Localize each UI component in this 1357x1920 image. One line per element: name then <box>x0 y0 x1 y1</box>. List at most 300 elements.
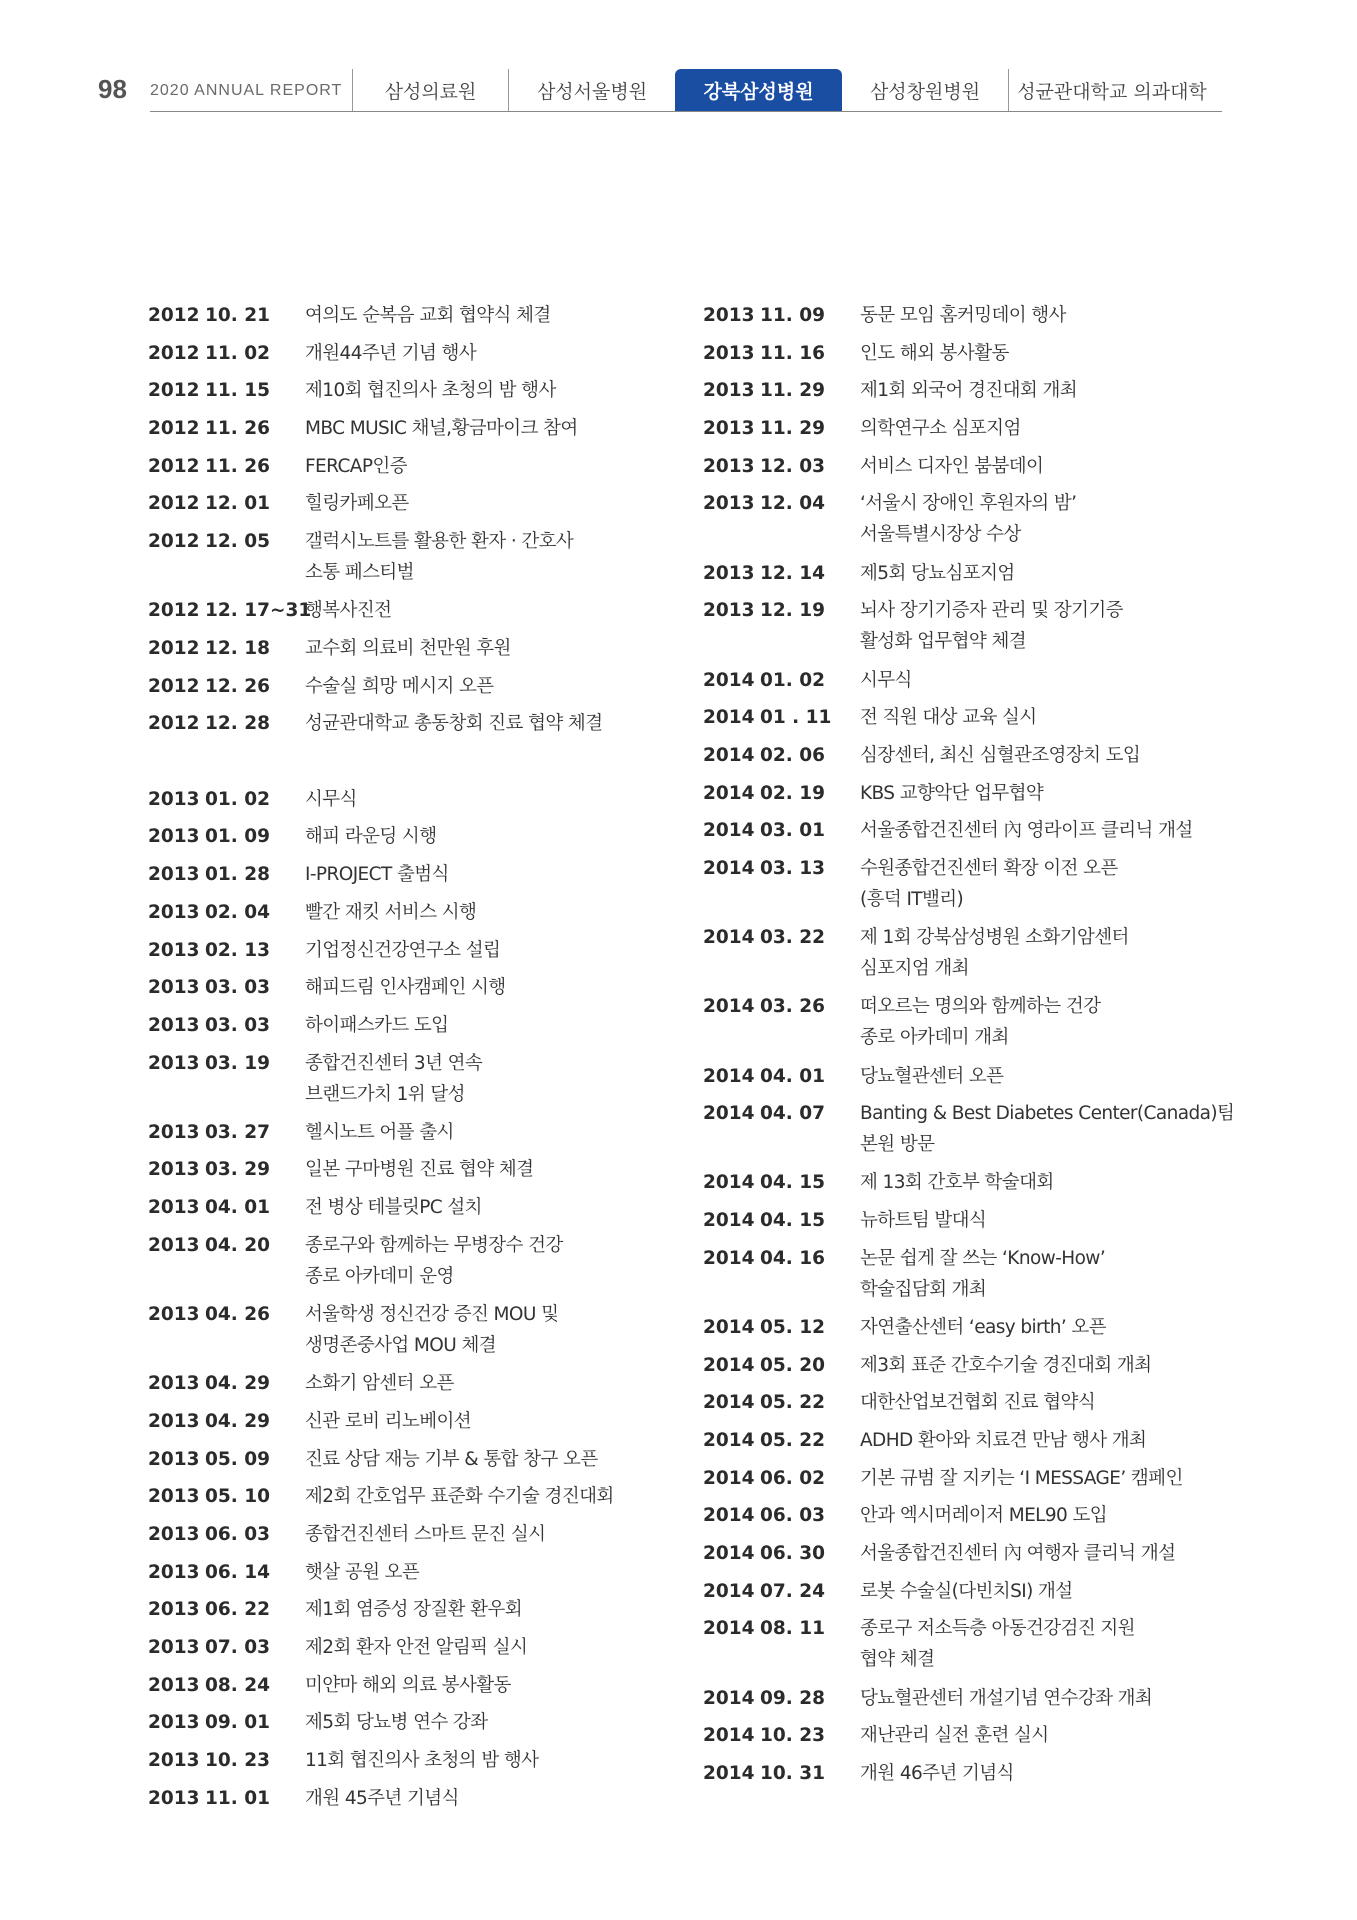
entry-event-line: 햇살 공원 오픈 <box>305 1561 420 1583</box>
entry-event <box>305 595 708 626</box>
entry-event <box>305 1010 708 1041</box>
entry-event <box>860 300 1263 331</box>
entry-event <box>305 784 708 815</box>
entry-event <box>860 413 1263 444</box>
timeline-entry <box>703 1387 1263 1425</box>
timeline-entry <box>703 1425 1263 1463</box>
entry-event <box>860 665 1263 696</box>
entry-event <box>860 1538 1263 1569</box>
timeline-entry <box>148 1707 708 1745</box>
entry-date: 04. 29 <box>205 1410 270 1432</box>
entry-event-line: 빨간 재킷 서비스 시행 <box>305 901 477 923</box>
entry-year: 2014 <box>703 996 755 1018</box>
timeline-entry <box>703 815 1263 853</box>
entry-year: 2013 <box>148 1787 200 1809</box>
entry-year: 2013 <box>148 901 200 923</box>
timeline-entry <box>148 1557 708 1595</box>
timeline-entry <box>703 488 1263 557</box>
entry-date: 09. 28 <box>760 1687 825 1709</box>
entry-event-line: 전 직원 대상 교육 실시 <box>860 707 1037 729</box>
entry-event <box>860 1500 1263 1531</box>
entry-event <box>860 375 1263 406</box>
entry-date: 03. 13 <box>760 857 825 879</box>
timeline-entry <box>703 740 1263 778</box>
entry-event-line: 학술집담회 개최 <box>860 1278 987 1300</box>
timeline-entry <box>148 1481 708 1519</box>
entry-year: 2013 <box>148 1052 200 1074</box>
entry-event-line: 종로 아카데미 개최 <box>860 1027 1009 1049</box>
entry-event-line: 당뇨혈관센터 오픈 <box>860 1065 1004 1087</box>
timeline-entry <box>148 451 708 489</box>
timeline-entry <box>148 1048 708 1117</box>
entry-date: 03. 27 <box>205 1121 270 1143</box>
entry-event <box>860 1167 1263 1198</box>
entry-date: 11. 26 <box>205 418 270 440</box>
timeline-entry <box>703 1312 1263 1350</box>
timeline-entry <box>703 1167 1263 1205</box>
entry-event <box>305 1519 708 1550</box>
timeline-entry <box>148 1745 708 1783</box>
entry-event-line: 개원 45주년 기념식 <box>305 1787 459 1809</box>
entry-event-line: 서울학생 정신건강 증진 MOU 및 <box>305 1304 559 1325</box>
entry-event-line: 본원 방문 <box>860 1134 935 1156</box>
entry-event <box>860 815 1263 846</box>
entry-event <box>860 1243 1263 1305</box>
timeline-entry <box>703 338 1263 376</box>
tab-kangbuk-samsung-hospital[interactable]: 강북삼성병원 <box>675 69 842 111</box>
entry-year: 2014 <box>703 1354 755 1376</box>
entry-event <box>305 1444 708 1475</box>
entry-event <box>860 1312 1263 1343</box>
entry-year: 2013 <box>148 1197 200 1219</box>
entry-event-line: 갤럭시노트를 활용한 환자 · 간호사 <box>305 531 574 553</box>
entry-date: 03. 19 <box>205 1052 270 1074</box>
entry-event-line: ADHD 환아와 치료견 만남 행사 개최 <box>860 1430 1147 1451</box>
entry-event-line: 심장센터, 최신 심혈관조영장치 도입 <box>860 744 1141 766</box>
entry-event <box>305 633 708 664</box>
entry-event <box>860 1098 1263 1160</box>
entry-event-line: 시무식 <box>860 669 912 691</box>
entry-event-line: 개원 46주년 기념식 <box>860 1763 1014 1784</box>
timeline-entry <box>703 922 1263 991</box>
entry-year: 2014 <box>703 1725 755 1747</box>
entry-date: 04. 01 <box>205 1197 270 1219</box>
tab-samsung-seoul-hospital[interactable]: 삼성서울병원 <box>508 69 675 111</box>
timeline-entry <box>148 935 708 973</box>
entry-date: 12. 14 <box>760 562 825 584</box>
timeline-entry <box>703 702 1263 740</box>
tab-samsung-changwon-hospital[interactable]: 삼성창원병원 <box>869 80 981 103</box>
section-tabs <box>352 69 1215 111</box>
entry-event <box>305 1154 708 1185</box>
entry-date: 04. 15 <box>760 1172 825 1194</box>
entry-event-line: 미얀마 해외 의료 봉사활동 <box>305 1674 511 1696</box>
entry-event <box>860 853 1263 915</box>
entry-year: 2014 <box>703 707 755 729</box>
entry-event-line: 제5회 당뇨심포지엄 <box>860 562 1015 584</box>
entry-year: 2012 <box>148 600 200 622</box>
entry-year: 2014 <box>703 1763 755 1784</box>
entry-year: 2013 <box>703 418 755 440</box>
entry-date: 02. 06 <box>760 744 825 766</box>
entry-event <box>305 1557 708 1588</box>
entry-date: 07. 03 <box>205 1637 270 1658</box>
timeline-entry <box>703 1098 1263 1167</box>
timeline-entry <box>148 1368 708 1406</box>
timeline-entry <box>148 972 708 1010</box>
entry-event <box>305 935 708 966</box>
entry-year: 2013 <box>148 1561 200 1583</box>
entry-event <box>860 1205 1263 1236</box>
timeline-entry <box>703 1720 1263 1758</box>
entry-event-line: 기업정신건강연구소 설립 <box>305 939 501 961</box>
entry-date: 12. 04 <box>760 493 825 515</box>
entry-year: 2014 <box>703 927 755 949</box>
entry-event <box>305 1368 708 1399</box>
entry-date: 12. 18 <box>205 638 270 659</box>
timeline-entry <box>148 300 708 338</box>
timeline-entry <box>703 300 1263 338</box>
entry-event <box>305 338 708 369</box>
timeline-entry <box>148 1117 708 1155</box>
entry-event <box>305 1048 708 1110</box>
entry-year: 2013 <box>148 977 200 999</box>
entry-year: 2013 <box>148 864 200 886</box>
entry-event <box>860 595 1263 657</box>
entry-event <box>860 1425 1263 1456</box>
entry-event <box>860 1576 1263 1607</box>
entry-event <box>305 1707 708 1738</box>
entry-year: 2014 <box>703 1172 755 1194</box>
entry-event <box>305 1783 708 1814</box>
entry-date: 06. 30 <box>760 1543 825 1565</box>
entry-year: 2013 <box>148 788 200 810</box>
entry-event <box>860 740 1263 771</box>
entry-date: 10. 31 <box>760 1763 825 1784</box>
entry-year: 2013 <box>148 1159 200 1181</box>
entry-event-line: 헬시노트 어플 출시 <box>305 1121 454 1143</box>
timeline-right-column <box>703 300 1263 1796</box>
entry-year: 2013 <box>148 939 200 961</box>
entry-event <box>860 1463 1263 1494</box>
entry-event <box>305 1670 708 1701</box>
tab-samsung-medical-center[interactable]: 삼성의료원 <box>352 69 508 111</box>
timeline-entry <box>148 671 708 709</box>
timeline-entry <box>148 897 708 935</box>
entry-year: 2012 <box>148 531 200 553</box>
entry-date: 04. 20 <box>205 1234 270 1256</box>
entry-event <box>860 558 1263 589</box>
entry-date: 01. 09 <box>205 826 270 848</box>
entry-date: 05. 22 <box>760 1392 825 1414</box>
report-title: 2020 ANNUAL REPORT <box>150 82 343 99</box>
entry-event-line: 종합건진센터 스마트 문진 실시 <box>305 1523 546 1545</box>
entry-date: 05. 20 <box>760 1354 825 1376</box>
entry-event <box>305 375 708 406</box>
entry-year: 2014 <box>703 1392 755 1414</box>
entry-date: 04. 29 <box>205 1373 270 1395</box>
entry-year: 2013 <box>703 562 755 584</box>
entry-event-line: 제 1회 강북삼성병원 소화기암센터 <box>860 927 1129 949</box>
entry-event <box>305 300 708 331</box>
entry-event <box>860 1720 1263 1751</box>
entry-event-line: 생명존중사업 MOU 체결 <box>305 1335 496 1356</box>
timeline-entry <box>148 375 708 413</box>
entry-date: 05. 12 <box>760 1316 825 1338</box>
entry-date: 12. 05 <box>205 531 270 553</box>
timeline-entry <box>148 784 708 822</box>
entry-event <box>305 1481 708 1512</box>
timeline-entry <box>703 1683 1263 1721</box>
entry-year: 2012 <box>148 638 200 659</box>
entry-event <box>860 1613 1263 1675</box>
entry-event-line: 행복사진전 <box>305 600 392 622</box>
timeline-entry <box>148 526 708 595</box>
header-divider <box>150 111 1222 112</box>
entry-event-line: 뉴하트팀 발대식 <box>860 1210 987 1232</box>
entry-date: 12. 03 <box>760 455 825 477</box>
entry-event-line: (흥덕 IT밸리) <box>860 888 964 910</box>
entry-year: 2014 <box>703 744 755 766</box>
entry-event <box>860 1758 1263 1789</box>
entry-year: 2013 <box>148 1373 200 1395</box>
entry-date: 10. 23 <box>760 1725 825 1747</box>
entry-year: 2013 <box>148 826 200 848</box>
entry-event <box>860 991 1263 1053</box>
entry-date: 03. 22 <box>760 927 825 949</box>
entry-event <box>305 1230 708 1292</box>
timeline-entry <box>703 778 1263 816</box>
entry-event-line: 성균관대학교 총동창회 진료 협약 체결 <box>305 713 603 735</box>
entry-date: 12. 19 <box>760 600 825 622</box>
entry-date: 01 . 11 <box>760 707 832 729</box>
timeline-entry <box>148 859 708 897</box>
entry-year: 2013 <box>148 1410 200 1432</box>
timeline-entry <box>148 413 708 451</box>
entry-year: 2014 <box>703 820 755 842</box>
entry-event-line: 일본 구마병원 진료 협약 체결 <box>305 1159 534 1181</box>
timeline-entry <box>148 1192 708 1230</box>
entry-date: 02. 19 <box>760 782 825 804</box>
entry-event-line: 해피드림 인사캠페인 시행 <box>305 977 506 999</box>
timeline-entry <box>703 1500 1263 1538</box>
entry-event-line: 소통 페스티벌 <box>305 562 414 584</box>
entry-date: 09. 01 <box>205 1712 270 1734</box>
entry-event-line: 개원44주년 기념 행사 <box>305 342 477 364</box>
entry-event-line: ‘서울시 장애인 후원자의 밤’ <box>860 493 1077 515</box>
entry-year: 2014 <box>703 1580 755 1602</box>
entry-event-line: 인도 해외 봉사활동 <box>860 342 1009 364</box>
entry-event <box>305 671 708 702</box>
entry-event-line: 진료 상담 재능 기부 & 통합 창구 오픈 <box>305 1448 598 1470</box>
entry-date: 08. 24 <box>205 1674 270 1696</box>
entry-date: 06. 14 <box>205 1561 270 1583</box>
timeline-entry <box>703 1538 1263 1576</box>
page-header <box>0 0 1357 120</box>
entry-event <box>305 1632 708 1663</box>
timeline-entry <box>148 1519 708 1557</box>
entry-year: 2014 <box>703 1543 755 1565</box>
entry-year: 2014 <box>703 782 755 804</box>
timeline-entry <box>148 1154 708 1192</box>
entry-event-line: 종합건진센터 3년 연속 <box>305 1052 483 1074</box>
entry-event-line: 자연출산센터 ‘easy birth’ 오픈 <box>860 1316 1106 1338</box>
entry-date: 03. 01 <box>760 820 825 842</box>
entry-event <box>305 1117 708 1148</box>
entry-event <box>305 413 708 444</box>
entry-date: 11. 26 <box>205 455 270 477</box>
entry-date: 06. 03 <box>205 1523 270 1545</box>
entry-date: 04. 16 <box>760 1247 825 1269</box>
timeline-entry <box>703 1350 1263 1388</box>
entry-date: 05. 09 <box>205 1448 270 1470</box>
page-number: 98 <box>98 74 127 104</box>
timeline-entry <box>703 1576 1263 1614</box>
timeline-entry <box>148 821 708 859</box>
entry-event-line: 로봇 수술실(다빈치SI) 개설 <box>860 1580 1073 1602</box>
timeline-entry <box>148 1230 708 1299</box>
entry-year: 2013 <box>703 600 755 622</box>
entry-event-line: 해피 라운딩 시행 <box>305 826 437 848</box>
entry-date: 10. 21 <box>205 305 270 326</box>
entry-date: 12. 28 <box>205 713 270 735</box>
entry-event-line: 떠오르는 명의와 함께하는 건강 <box>860 996 1101 1018</box>
entry-year: 2013 <box>703 455 755 477</box>
timeline-entry <box>148 1299 708 1368</box>
entry-date: 12. 01 <box>205 493 270 515</box>
entry-date: 11. 29 <box>760 418 825 440</box>
entry-year: 2012 <box>148 713 200 735</box>
entry-event-line: 교수회 의료비 천만원 후원 <box>305 638 511 659</box>
entry-event-line: 논문 쉽게 잘 쓰는 ‘Know-How’ <box>860 1247 1106 1269</box>
entry-event-line: 전 병상 테블릿PC 설치 <box>305 1197 482 1219</box>
timeline-entry <box>703 375 1263 413</box>
entry-year: 2013 <box>148 1014 200 1036</box>
entry-date: 11. 09 <box>760 305 825 326</box>
entry-date: 10. 23 <box>205 1750 270 1772</box>
entry-date: 06. 02 <box>760 1467 825 1489</box>
entry-date: 02. 13 <box>205 939 270 961</box>
entry-event <box>305 1594 708 1625</box>
entry-date: 04. 26 <box>205 1304 270 1325</box>
entry-date: 06. 03 <box>760 1505 825 1527</box>
timeline-entry <box>703 451 1263 489</box>
entry-event-line: 종로구와 함께하는 무병장수 건강 <box>305 1234 563 1256</box>
entry-year: 2013 <box>148 1234 200 1256</box>
entry-event <box>305 897 708 928</box>
entry-date: 11. 15 <box>205 380 270 402</box>
entry-event-line: 협약 체결 <box>860 1649 935 1671</box>
timeline-entry <box>703 1061 1263 1099</box>
timeline-entry <box>148 1406 708 1444</box>
entry-date: 04. 15 <box>760 1210 825 1232</box>
entry-year: 2013 <box>703 305 755 326</box>
entry-event <box>305 972 708 1003</box>
entry-event-line: 당뇨혈관센터 개설기념 연수강좌 개최 <box>860 1687 1153 1709</box>
entry-event-line: Banting & Best Diabetes Center(Canada)팀 <box>860 1103 1235 1125</box>
entry-event-line: KBS 교향악단 업무협약 <box>860 782 1044 804</box>
entry-date: 02. 04 <box>205 901 270 923</box>
entry-event <box>305 1745 708 1776</box>
entry-event-line: 수술실 희망 메시지 오픈 <box>305 675 494 697</box>
entry-year: 2013 <box>148 1486 200 1508</box>
entry-event-line: 활성화 업무협약 체결 <box>860 631 1027 653</box>
entry-date: 11. 01 <box>205 1787 270 1809</box>
entry-event-line: 재난관리 실전 훈련 실시 <box>860 1725 1049 1747</box>
entry-year: 2013 <box>148 1523 200 1545</box>
entry-event <box>860 702 1263 733</box>
entry-year: 2012 <box>148 380 200 402</box>
entry-date: 11. 16 <box>760 342 825 364</box>
entry-event <box>860 451 1263 482</box>
entry-event-line: 서비스 디자인 붐붐데이 <box>860 455 1044 477</box>
entry-year: 2014 <box>703 1065 755 1087</box>
entry-year: 2012 <box>148 342 200 364</box>
entry-year: 2014 <box>703 857 755 879</box>
timeline-entry <box>703 853 1263 922</box>
timeline-entry <box>148 595 708 633</box>
entry-year: 2013 <box>703 342 755 364</box>
entry-date: 07. 24 <box>760 1580 825 1602</box>
entry-event <box>860 488 1263 550</box>
timeline-entry <box>703 1205 1263 1243</box>
entry-year: 2012 <box>148 493 200 515</box>
entry-date: 12. 17~31 <box>205 600 312 622</box>
entry-date: 05. 10 <box>205 1486 270 1508</box>
timeline-entry <box>148 1444 708 1482</box>
timeline-entry <box>703 1613 1263 1682</box>
entry-year: 2014 <box>703 1247 755 1269</box>
entry-year: 2014 <box>703 1618 755 1640</box>
entry-event-line: 하이패스카드 도입 <box>305 1014 449 1036</box>
timeline-entry <box>148 338 708 376</box>
entry-date: 11. 02 <box>205 342 270 364</box>
entry-date: 05. 22 <box>760 1430 825 1451</box>
entry-event-line: 신관 로비 리노베이션 <box>305 1410 472 1432</box>
entry-year: 2014 <box>703 1103 755 1125</box>
timeline-entry <box>148 708 708 746</box>
entry-event-line: 서울종합건진센터 內 영라이프 클리닉 개설 <box>860 820 1193 842</box>
timeline-entry <box>703 595 1263 664</box>
timeline-entry <box>148 1010 708 1048</box>
entry-event <box>305 1192 708 1223</box>
timeline-entry <box>148 488 708 526</box>
tab-skku-medical-school[interactable]: 성균관대학교 의과대학 <box>1008 69 1215 111</box>
entry-event-line: 동문 모임 홈커밍데이 행사 <box>860 305 1066 326</box>
timeline-entry <box>703 558 1263 596</box>
entry-event-line: 의학연구소 심포지엄 <box>860 418 1021 440</box>
entry-event-line: 제10회 협진의사 초청의 밤 행사 <box>305 380 556 402</box>
entry-event <box>860 1683 1263 1714</box>
entry-event <box>860 1350 1263 1381</box>
timeline-entry <box>148 1632 708 1670</box>
entry-year: 2013 <box>703 380 755 402</box>
entry-event <box>305 859 708 890</box>
entry-year: 2014 <box>703 1467 755 1489</box>
entry-event-line: 제 13회 간호부 학술대회 <box>860 1172 1054 1194</box>
entry-event-line: 종로 아카데미 운영 <box>305 1265 454 1287</box>
entry-event-line: FERCAP인증 <box>305 455 407 477</box>
timeline-entry <box>703 1758 1263 1796</box>
entry-date: 06. 22 <box>205 1599 270 1621</box>
entry-event <box>305 1299 708 1361</box>
entry-date: 04. 07 <box>760 1103 825 1125</box>
entry-date: 08. 11 <box>760 1618 825 1640</box>
entry-year: 2014 <box>703 1210 755 1232</box>
entry-year: 2014 <box>703 1687 755 1709</box>
entry-year: 2013 <box>148 1637 200 1658</box>
entry-year: 2013 <box>148 1674 200 1696</box>
